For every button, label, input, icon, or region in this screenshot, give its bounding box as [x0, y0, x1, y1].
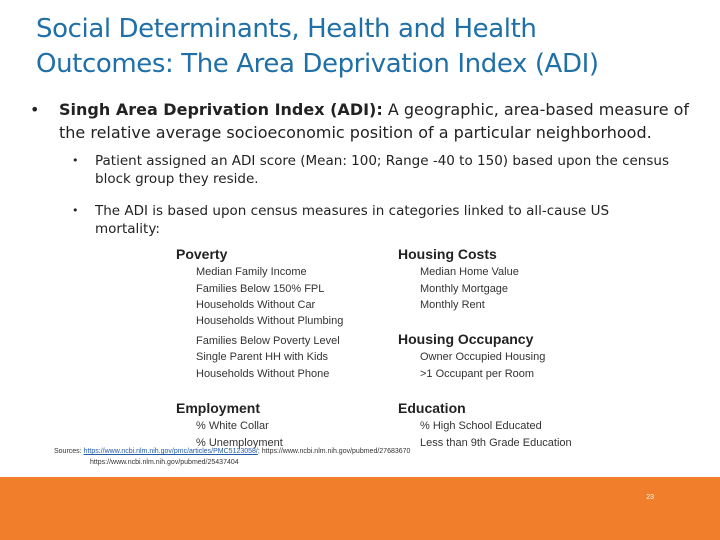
- sub-bullet-2-text: The ADI is based upon census measures in categories linked to all-cause US mortality:: [95, 203, 610, 237]
- poverty-item: Households Without Phone: [196, 368, 330, 380]
- category-education-title: Education: [398, 400, 466, 416]
- source-link-3[interactable]: https://www.ncbi.nlm.nih.gov/pubmed/25437404: [90, 459, 239, 466]
- source-link-1[interactable]: https://www.ncbi.nlm.nih.gov/pmc/articles/PMC5123058/: [83, 448, 258, 455]
- poverty-item: Households Without Plumbing: [196, 315, 344, 327]
- sub-bullet-1-text: Patient assigned an ADI score (Mean: 100; Range -40 to 150) based upon the census block group they reside.: [95, 153, 669, 187]
- sources-note: [54, 446, 694, 468]
- category-housing-occupancy-title: Housing Occupancy: [398, 331, 534, 347]
- poverty-item: Median Family Income: [196, 266, 307, 278]
- page-number: 23: [646, 494, 654, 501]
- bullet-dot-icon: •: [72, 154, 79, 167]
- poverty-item: Families Below 150% FPL: [196, 283, 325, 295]
- housing-occupancy-item: >1 Occupant per Room: [420, 368, 535, 380]
- bullet-dot-icon: •: [72, 204, 79, 217]
- category-poverty-title: Poverty: [176, 246, 228, 262]
- category-employment-title: Employment: [176, 400, 261, 416]
- slide-title-line-1: Social Determinants, Health and Health: [36, 14, 537, 44]
- source-link-2[interactable]: ; https://www.ncbi.nlm.nih.gov/pubmed/27683670: [257, 448, 411, 455]
- poverty-item: Families Below Poverty Level: [196, 335, 340, 347]
- main-bullet-body: A geographic, area-based measure of the relative average socioeconomic position of a particular neighborhood.: [59, 100, 690, 142]
- education-item: Less than 9th Grade Education: [420, 437, 572, 449]
- sub-bullet-2: [72, 202, 672, 238]
- education-item: % High School Educated: [420, 420, 542, 432]
- footer-bar: [0, 477, 720, 540]
- slide-title: [36, 12, 696, 82]
- housing-occupancy-item: Owner Occupied Housing: [420, 351, 546, 363]
- housing-costs-item: Monthly Rent: [420, 299, 485, 311]
- employment-item: % White Collar: [196, 420, 269, 432]
- poverty-item: Single Parent HH with Kids: [196, 351, 329, 363]
- bullet-dot-icon: •: [30, 100, 40, 119]
- slide-title-line-2: Outcomes: The Area Deprivation Index (ADI): [36, 49, 599, 79]
- housing-costs-item: Median Home Value: [420, 266, 519, 278]
- employment-item: % Unemployment: [196, 437, 283, 449]
- poverty-item: Households Without Car: [196, 299, 316, 311]
- main-bullet-lead: Singh Area Deprivation Index (ADI):: [59, 100, 383, 119]
- main-bullet-text: [59, 98, 700, 144]
- category-housing-costs-title: Housing Costs: [398, 246, 497, 262]
- housing-costs-item: Monthly Mortgage: [420, 283, 509, 295]
- sources-label: Sources:: [54, 448, 82, 455]
- sub-bullet-1: [72, 152, 672, 188]
- main-bullet: [30, 98, 700, 144]
